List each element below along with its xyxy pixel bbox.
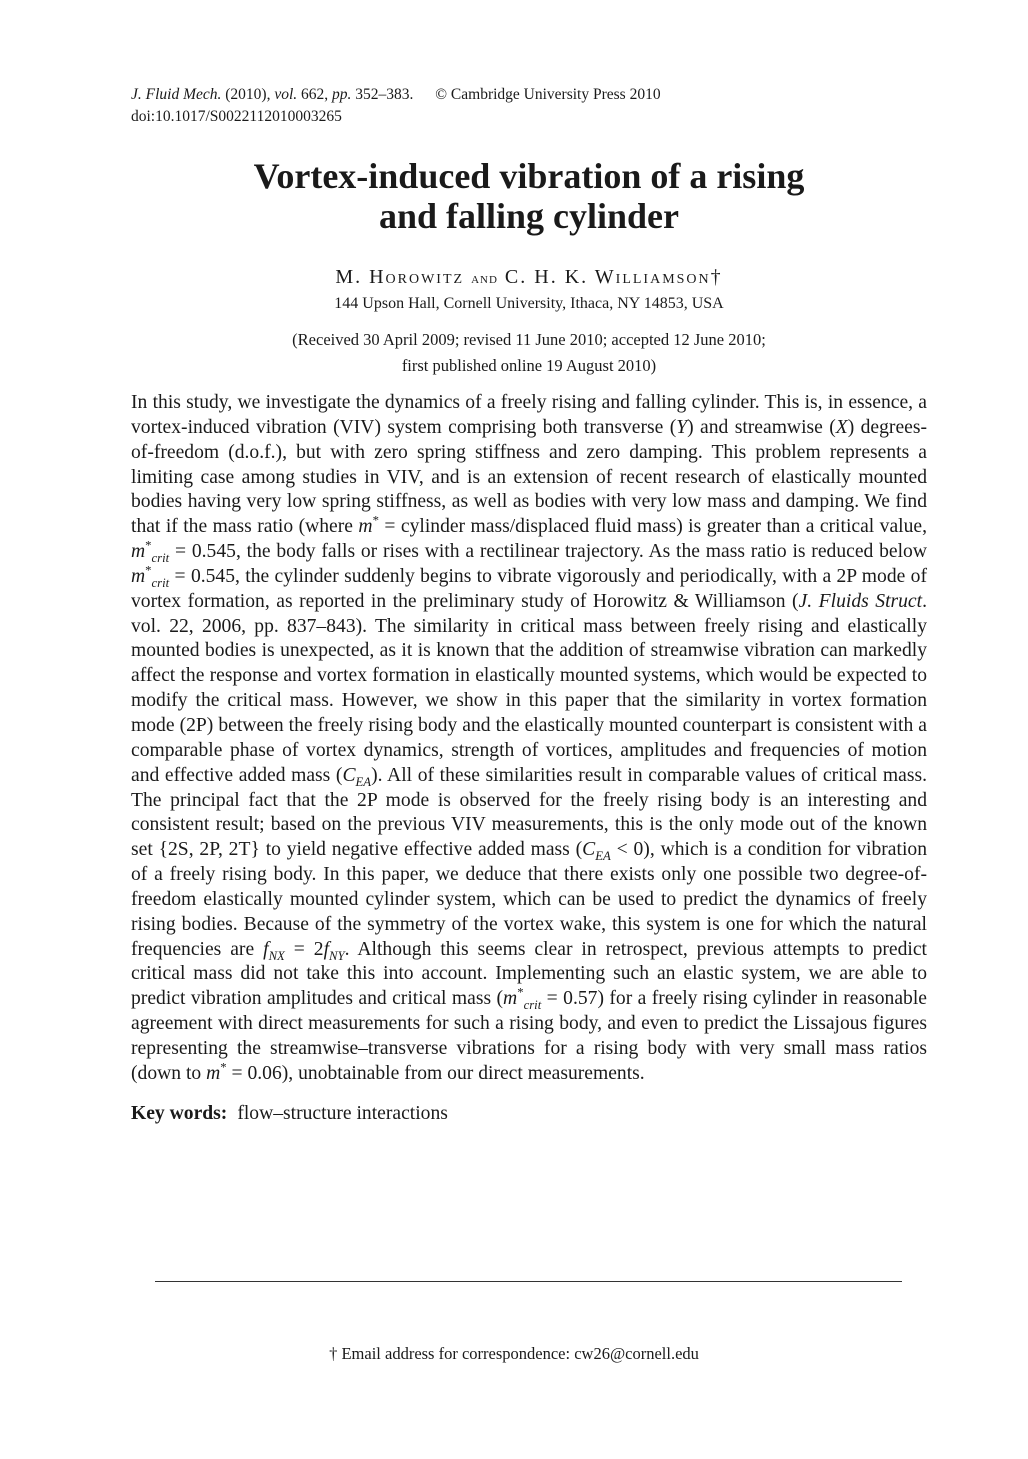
paper-page — [131, 84, 927, 1125]
citation-line — [131, 84, 927, 106]
journal-header — [131, 84, 927, 128]
title-line-1: Vortex-induced vibration of a rising — [253, 156, 805, 196]
copyright: © Cambridge University Press 2010 — [435, 86, 661, 103]
received-dates — [131, 327, 927, 379]
abstract: In this study, we investigate the dynamics of a freely rising and falling cylinder. This is, in essence, a vortex-induced vibration (VIV) system comprising both transverse (Y) and streamwise (X) degrees-of-freedom (d.o.f.), but with zero spring stiffness and zero damping. This problem represents a limiting case among studies in VIV, and is an extension of recent research of elastically mounted bodies having very low spring stiffness, as well as bodies with very low mass and damping. We find that if the mass ratio (where m* = cylinder mass/displaced fluid mass) is greater than a critical value, $m^*_{crit} = 0.545$, the body falls or rises with a rectilinear trajectory. As the mass ratio is reduced below $m^*_{crit} = 0.545$, the cylinder suddenly begins to vibrate vigorously and periodically, with a 2P mode of vortex formation, as reported in the preliminary study of Horowitz & Williamson (J. Fluids Struct. vol. 22, 2006, pp. 837–843). The similarity in critical mass between freely rising and elastically mounted bodies is unexpected, as it is known that the addition of streamwise vibration can markedly affect the response and vortex formation in elastically mounted systems, which would be expected to modify the critical mass. However, we show in this paper that the similarity in vortex formation mode (2P) between the freely rising body and the elastically mounted counterpart is consistent with a comparable phase of vortex dynamics, strength of vortices, amplitudes and frequencies of motion and effective added mass $(C_{EA})$. All of these similarities result in comparable values of critical mass. The principal fact that the 2P mode is observed for the freely rising body is an interesting and consistent result; based on the previous VIV measurements, this is the only mode out of the known set {2S, 2P, 2T} to yield negative effective added mass $(C_{EA} < 0)$, which is a condition for vibration of a freely rising body. In this paper, we deduce that there exists only one possible two degree-of-freedom elastically mounted cylinder system, which can be used to predict the dynamics of freely rising bodies. Because of the symmetry of the vortex wake, this system is one for which the natural frequencies are $f_{NX} = 2f_{NY}$. Although this seems clear in retrospect, previous attempts to predict critical mass did not take this into account. Implementing such an elastic system, we are able to predict vibration amplitudes and critical mass $(m^*_{crit} = 0.57)$ for a freely rising cylinder in reasonable agreement with direct measurements for such a rising body, and even to predict the Lissajous figures representing the streamwise–transverse vibrations for a rising body with very small mass ratios (down to m* = 0.06), unobtainable from our direct measurements. — [131, 392, 927, 1084]
authors-and: and — [471, 270, 498, 287]
vol-label: vol. — [274, 86, 298, 103]
journal-year: (2010), — [225, 86, 271, 103]
volume: 662, — [301, 86, 329, 103]
author-2: C. H. K. Williamson† — [504, 266, 723, 288]
keywords-label: Key words: — [131, 1102, 228, 1124]
author-1: M. Horowitz — [335, 266, 465, 288]
received-line-2: first published online 19 August 2010) — [401, 356, 657, 375]
affiliation: 144 Upson Hall, Cornell University, Ithaca, NY 14853, USA — [334, 295, 724, 312]
received-line-1: (Received 30 April 2009; revised 11 June 2010; accepted 12 June 2010; — [292, 330, 766, 349]
journal-name: J. Fluid Mech. — [131, 86, 222, 103]
keywords — [131, 1103, 927, 1125]
doi[interactable]: doi:10.1017/S0022112010003265 — [131, 108, 342, 125]
pages: 352–383. — [355, 86, 414, 103]
footnote-divider — [155, 1281, 902, 1282]
correspondence-footnote: † Email address for correspondence: cw26@cornell.edu — [329, 1344, 699, 1363]
paper-title — [131, 156, 927, 236]
authors — [131, 266, 927, 289]
pp-label: pp. — [332, 86, 352, 103]
keywords-value: flow–structure interactions — [237, 1102, 448, 1124]
title-line-2: and falling cylinder — [378, 196, 680, 236]
